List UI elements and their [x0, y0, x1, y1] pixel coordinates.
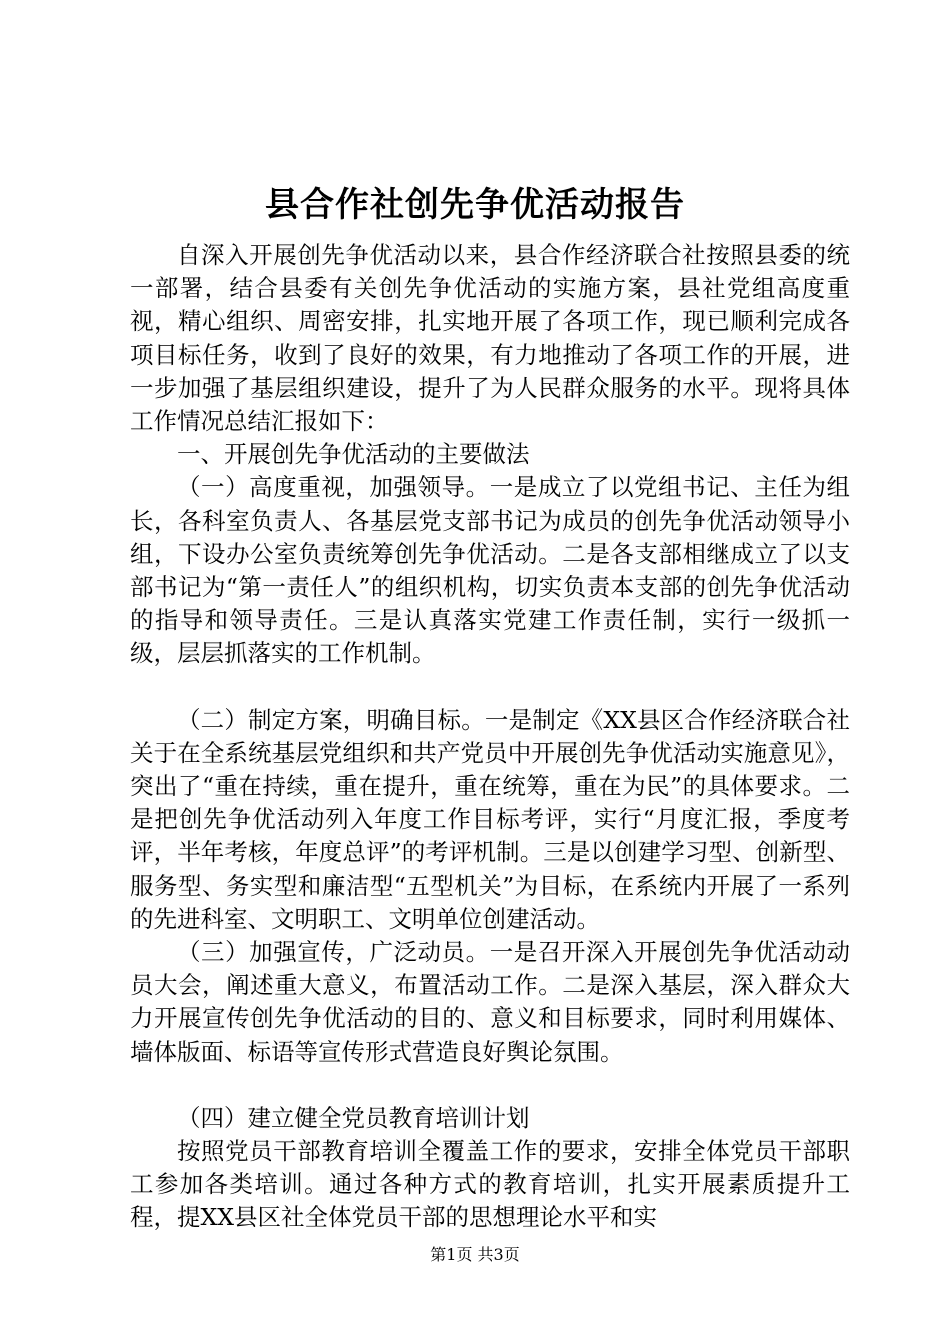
- subsection-paragraph-1: （一）高度重视，加强领导。一是成立了以党组书记、主任为组长，各科室负责人、各基层党支部书记为成员的创先争优活动领导小组，下设办公室负责统筹创先争优活动。二是各支部相继成立了以支部书记为“第一责任人”的组织机构，切实负责本支部的创先争优活动的指导和领导责任。三是认真落实党建工作责任制，实行一级抓一级，层层抓落实的工作机制。: [130, 473, 850, 668]
- page-number-footer: 第1页 共3页: [430, 1245, 520, 1264]
- document-title: 县合作社创先争优活动报告: [265, 185, 685, 225]
- subsection-heading-4: （四）建立健全党员教育培训计划: [177, 1103, 530, 1132]
- intro-paragraph: 自深入开展创先争优活动以来，县合作经济联合社按照县委的统一部署，结合县委有关创先争优活动的实施方案，县社党组高度重视，精心组织、周密安排，扎实地开展了各项工作，现已顺利完成各项目标任务，收到了良好的效果，有力地推动了各项工作的开展，进一步加强了基层组织建设，提升了为人民群众服务的水平。现将具体工作情况总结汇报如下：: [130, 241, 850, 436]
- subsection-paragraph-2: （二）制定方案，明确目标。一是制定《XX县区合作经济联合社关于在全系统基层党组织和共产党员中开展创先争优活动实施意见》，突出了“重在持续，重在提升，重在统筹，重在为民”的具体要求。二是把创先争优活动列入年度工作目标考评，实行“月度汇报，季度考评，半年考核，年度总评”的考评机制。三是以创建学习型、创新型、服务型、务实型和廉洁型“五型机关”为目标，在系统内开展了一系列的先进科室、文明职工、文明单位创建活动。: [130, 705, 850, 933]
- section-heading: 一、开展创先争优活动的主要做法: [177, 440, 530, 469]
- training-paragraph: 按照党员干部教育培训全覆盖工作的要求，安排全体党员干部职工参加各类培训。通过各种方式的教育培训，扎实开展素质提升工程，提XX县区社全体党员干部的思想理论水平和实: [130, 1137, 850, 1232]
- document-body: [130, 239, 850, 1235]
- subsection-paragraph-3: （三）加强宣传，广泛动员。一是召开深入开展创先争优活动动员大会，阐述重大意义，布置活动工作。二是深入基层，深入群众大力开展宣传创先争优活动的目的、意义和目标要求，同时利用媒体、墙体版面、标语等宣传形式营造良好舆论氛围。: [130, 938, 850, 1066]
